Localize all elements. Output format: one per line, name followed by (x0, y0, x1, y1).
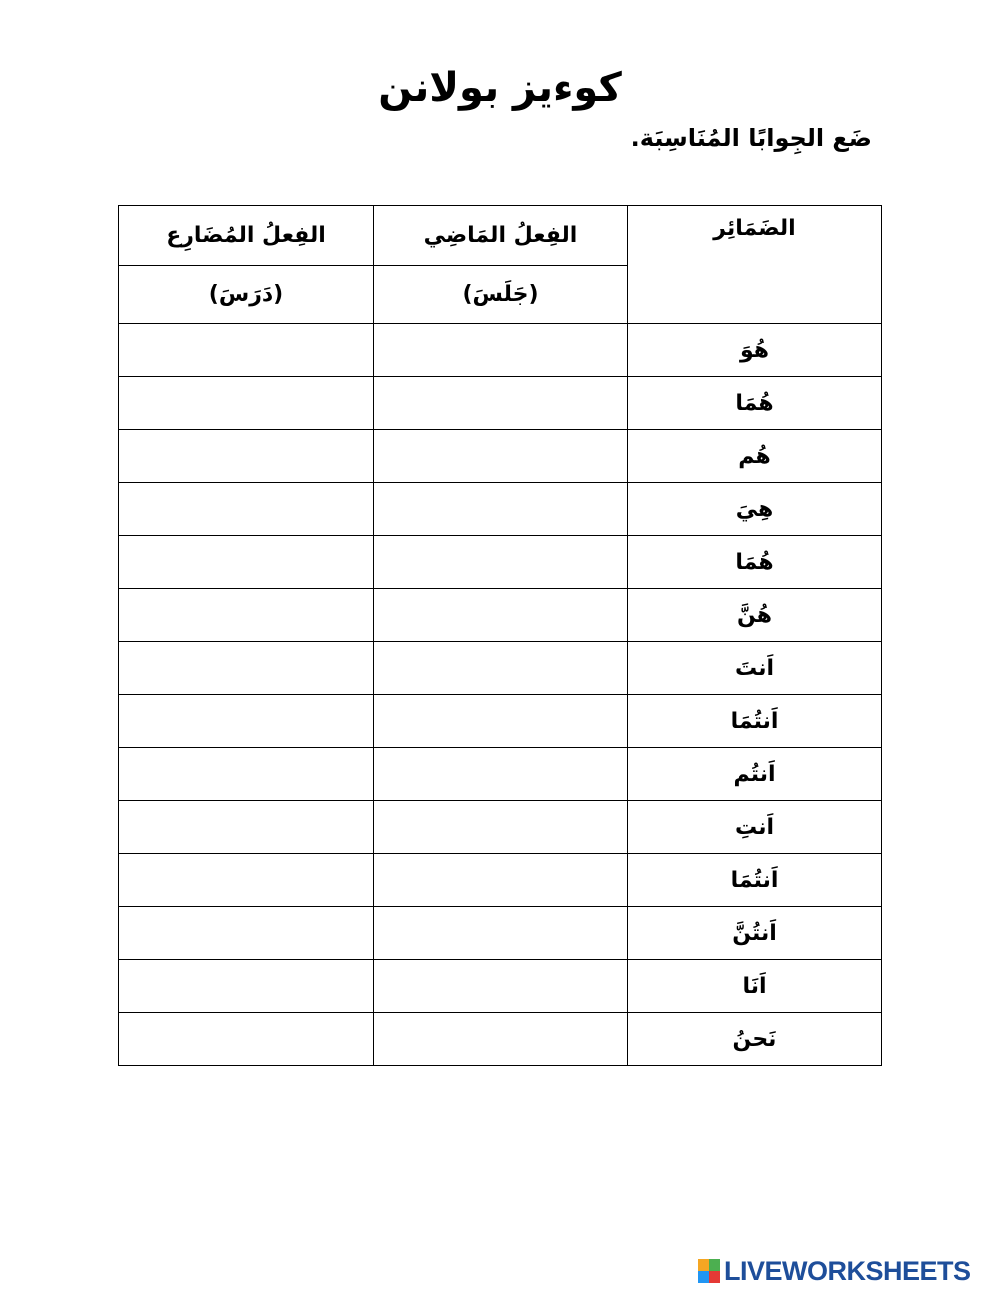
present-answer-cell[interactable] (119, 907, 374, 960)
example-past-verb: (جَلَسَ) (374, 265, 628, 323)
present-answer-cell[interactable] (119, 748, 374, 801)
table-row (119, 854, 882, 907)
table-row (119, 589, 882, 642)
header-past-verb: الفِعلُ المَاضِي (374, 206, 628, 266)
pronoun-cell: اَنَا (628, 960, 882, 1013)
pronoun-cell: هُمَا (628, 536, 882, 589)
past-answer-cell[interactable] (374, 642, 628, 695)
present-answer-cell[interactable] (119, 854, 374, 907)
past-answer-cell[interactable] (374, 907, 628, 960)
logo-mark-icon (698, 1259, 720, 1283)
instruction-text: ضَع الجِوابًا المُنَاسِبَة. (630, 124, 872, 152)
pronoun-cell: هُنَّ (628, 589, 882, 642)
present-answer-cell[interactable] (119, 801, 374, 854)
past-answer-cell[interactable] (374, 695, 628, 748)
worksheet-title: كوءيز بولانن (378, 65, 622, 111)
pronoun-cell: نَحنُ (628, 1013, 882, 1066)
liveworksheets-logo (698, 1256, 971, 1286)
table-row (119, 483, 882, 536)
past-answer-cell[interactable] (374, 1013, 628, 1066)
pronoun-cell: هُمَا (628, 377, 882, 430)
past-answer-cell[interactable] (374, 536, 628, 589)
past-answer-cell[interactable] (374, 483, 628, 536)
pronoun-cell: اَنتُنَّ (628, 907, 882, 960)
table-row (119, 324, 882, 377)
table-row (119, 536, 882, 589)
past-answer-cell[interactable] (374, 748, 628, 801)
table-row (119, 907, 882, 960)
pronoun-cell: هُوَ (628, 324, 882, 377)
table-row (119, 695, 882, 748)
present-answer-cell[interactable] (119, 695, 374, 748)
table-row (119, 960, 882, 1013)
past-answer-cell[interactable] (374, 589, 628, 642)
pronoun-cell: هُم (628, 430, 882, 483)
past-answer-cell[interactable] (374, 324, 628, 377)
table-row (119, 377, 882, 430)
present-answer-cell[interactable] (119, 324, 374, 377)
past-answer-cell[interactable] (374, 854, 628, 907)
past-answer-cell[interactable] (374, 960, 628, 1013)
present-answer-cell[interactable] (119, 430, 374, 483)
table-row (119, 801, 882, 854)
table-row (119, 1013, 882, 1066)
logo-text: LIVEWORKSHEETS (724, 1255, 971, 1286)
present-answer-cell[interactable] (119, 536, 374, 589)
pronoun-cell: اَنتُمَا (628, 854, 882, 907)
header-present-verb: الفِعلُ المُضَارِع (119, 206, 374, 266)
past-answer-cell[interactable] (374, 377, 628, 430)
pronoun-cell: اَنتَ (628, 642, 882, 695)
present-answer-cell[interactable] (119, 377, 374, 430)
table-row (119, 748, 882, 801)
table-body (119, 324, 882, 1066)
present-answer-cell[interactable] (119, 1013, 374, 1066)
example-present-verb: (دَرَسَ) (119, 265, 374, 323)
past-answer-cell[interactable] (374, 801, 628, 854)
pronoun-cell: اَنتُمَا (628, 695, 882, 748)
past-answer-cell[interactable] (374, 430, 628, 483)
conjugation-table (118, 205, 882, 1066)
present-answer-cell[interactable] (119, 960, 374, 1013)
table-row (119, 642, 882, 695)
pronoun-cell: اَنتِ (628, 801, 882, 854)
table-row (119, 430, 882, 483)
pronoun-cell: هِيَ (628, 483, 882, 536)
header-pronouns: الضَمَائِر (628, 206, 882, 324)
present-answer-cell[interactable] (119, 589, 374, 642)
present-answer-cell[interactable] (119, 483, 374, 536)
header-row (119, 206, 882, 266)
present-answer-cell[interactable] (119, 642, 374, 695)
pronoun-cell: اَنتُم (628, 748, 882, 801)
